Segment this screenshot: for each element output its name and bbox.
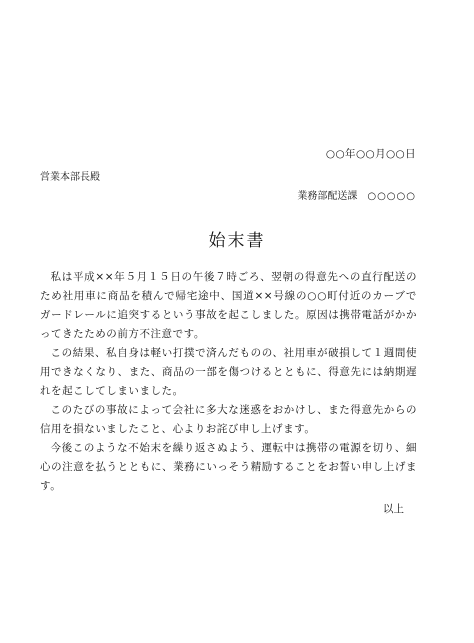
- sender-name: ○○○○○: [367, 191, 416, 202]
- body-paragraph: 私は平成××年５月１５日の午後７時ごろ、翌朝の得意先への直行配送のため社用車に商品を積んで帰宅途中、国道××号線の○○町付近のカーブでガードレールに追突するという事故を起こしました。原因は携帯電話がかかってきたための前方不注意です。: [40, 271, 417, 340]
- body-paragraph: 今後このような不始末を繰り返さぬよう、運転中は携帯の電源を切り、細心の注意を払うとともに、業務にいっそう精励することをお誓い申し上げます。: [40, 442, 417, 492]
- sender-department: 業務部配送課: [297, 191, 358, 202]
- letter-date: ○○年○○月○○日: [325, 148, 416, 160]
- letter-body: [40, 268, 417, 496]
- letter-recipient: 営業本部長殿: [40, 172, 100, 183]
- body-paragraph: このたびの事故によって会社に多大な迷惑をおかけし、また得意先からの信用を損ないましたこと、心よりお詫び申し上げます。: [40, 404, 417, 435]
- letter-sender: [297, 187, 416, 202]
- letter-closing: 以上: [383, 503, 404, 515]
- body-paragraph: この結果、私自身は軽い打撲で済んだものの、社用車が破損して１週間使用できなくなり、また、商品の一部を傷つけるとともに、得意先には納期遅れを起こしてしまいました。: [40, 347, 417, 397]
- letter-title: 始末書: [208, 231, 266, 251]
